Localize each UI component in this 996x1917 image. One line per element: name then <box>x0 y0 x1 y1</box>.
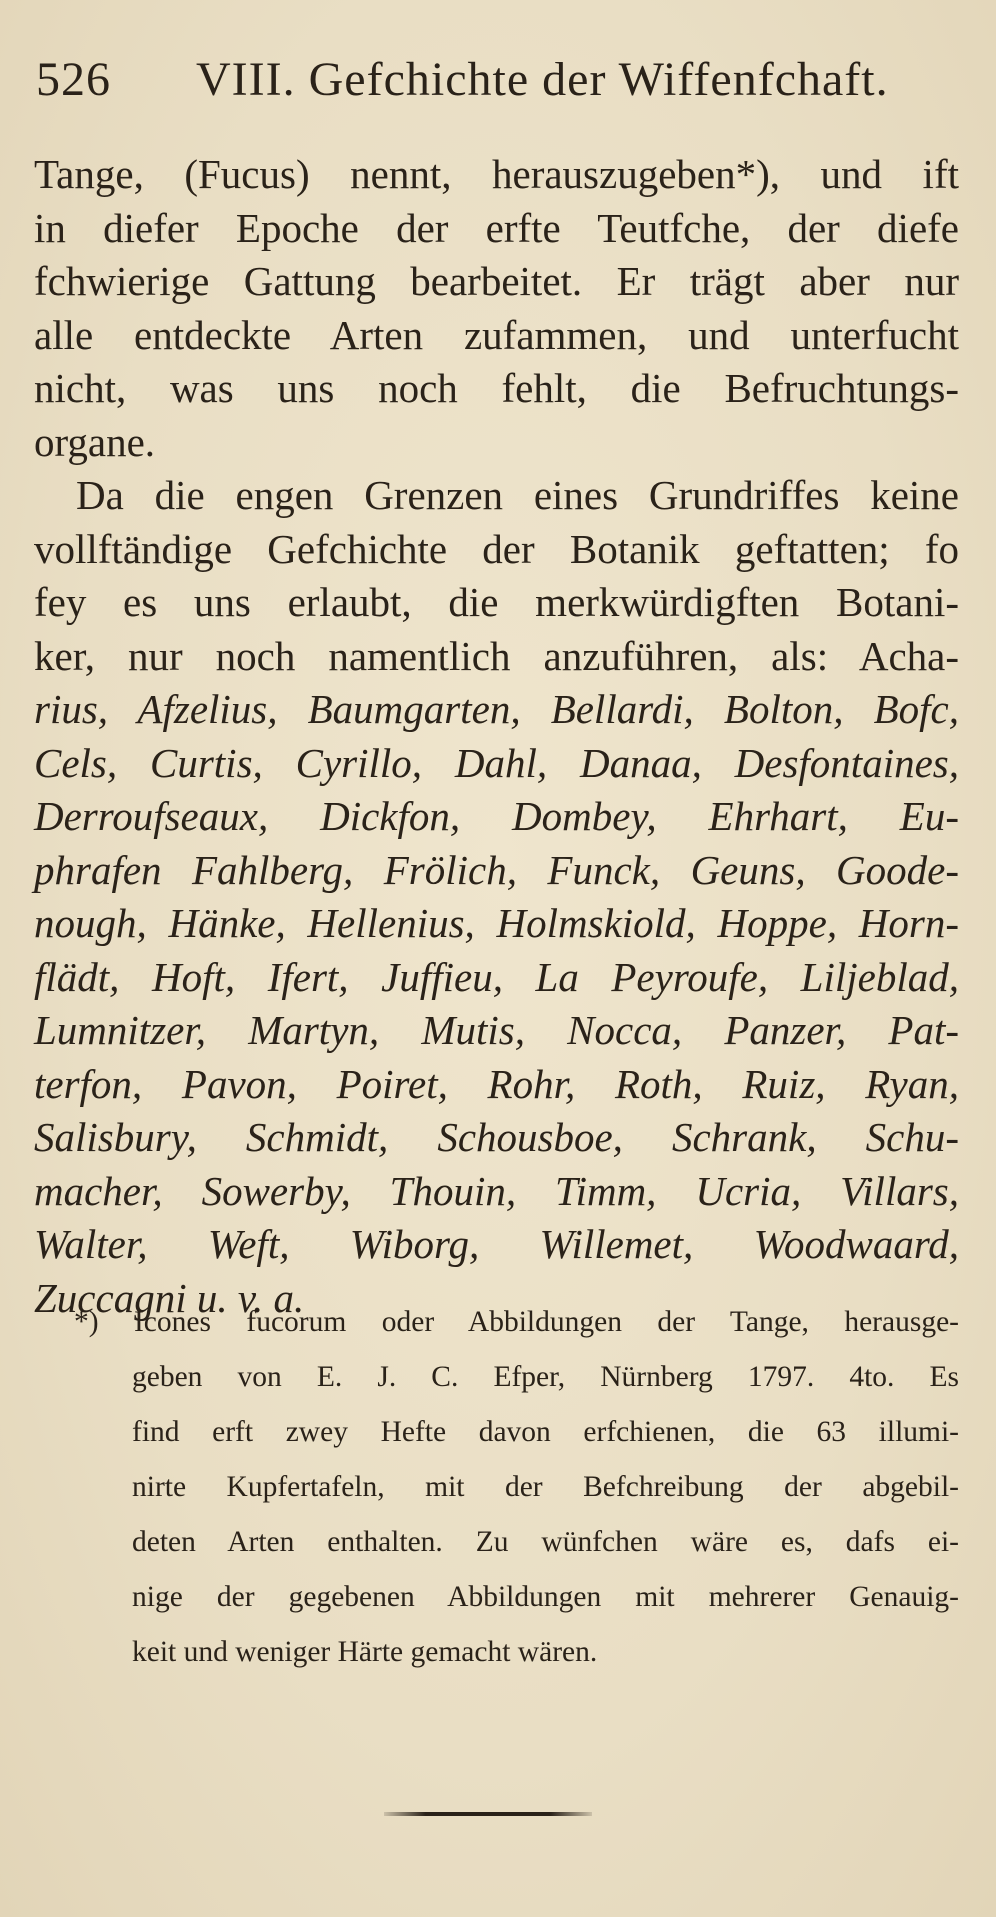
names-line: Derroufseaux, Dickfon, Dombey, Ehrhart, Eu- <box>34 793 959 839</box>
text-line: alle entdeckte Arten zufammen, und unterfucht <box>34 311 959 358</box>
main-text <box>34 148 959 1325</box>
names-line: Cels, Curtis, Cyrillo, Dahl, Danaa, Desfontaines, <box>34 739 959 786</box>
names-line: flädt, Hoft, Ifert, Juffieu, La Peyroufe, Liljeblad, <box>34 953 959 1000</box>
running-header <box>36 52 936 122</box>
names-line: Walter, Weft, Wiborg, Willemet, Woodwaard, <box>34 1221 959 1267</box>
text-line: fchwierige Gattung bearbeitet. Er trägt aber nur <box>34 258 959 304</box>
footnote-line: nirte Kupfertafeln, mit der Befchreibung der abgebil- <box>132 1471 959 1503</box>
names-line: terfon, Pavon, Poiret, Rohr, Roth, Ruiz, Ryan, <box>34 1060 959 1107</box>
names-line: rius, Afzelius, Baumgarten, Bellardi, Bolton, Bofc, <box>34 686 959 732</box>
footnote-line: nige der gegebenen Abbildungen mit mehrerer Genauig- <box>132 1581 959 1613</box>
footnote-line: find erft zwey Hefte davon erfchienen, die 63 illumi- <box>132 1416 959 1448</box>
footnote-line: keit und weniger Härte gemacht wären. <box>132 1636 598 1668</box>
text-line: fey es uns erlaubt, die merkwürdigften Botani- <box>34 579 959 625</box>
text-line: vollftändige Gefchichte der Botanik geftatten; fo <box>34 525 959 572</box>
paragraph-1 <box>34 148 959 469</box>
names-line: Zuccagni u. v. a. <box>34 1274 305 1321</box>
names-line: Salisbury, Schmidt, Schousboe, Schrank, Schu- <box>34 1114 959 1160</box>
text-line: Tange, (Fucus) nennt, herauszugeben*), und ift <box>34 151 959 197</box>
running-title: VIII. Gefchichte der Wiffenfchaft. <box>196 53 889 106</box>
paragraph-2 <box>34 469 959 683</box>
text-line: nicht, was uns noch fehlt, die Befruchtungs- <box>34 365 959 411</box>
footnote-line: deten Arten enthalten. Zu wünfchen wäre es, dafs ei- <box>132 1526 959 1558</box>
page-number: 526 <box>36 53 111 106</box>
end-rule <box>384 1812 592 1816</box>
names-line: macher, Sowerby, Thouin, Timm, Ucria, Villars, <box>34 1167 959 1214</box>
text-line: Da die engen Grenzen eines Grundriffes keine <box>76 472 959 518</box>
footnote-line: geben von E. J. C. Efper, Nürnberg 1797. 4to. Es <box>132 1361 959 1393</box>
text-line: organe. <box>34 418 156 465</box>
footnote-line: *) Icones fucorum oder Abbildungen der Tange, herausge- <box>74 1306 959 1338</box>
footnote <box>74 1295 959 1680</box>
names-line: nough, Hänke, Hellenius, Holmskiold, Hoppe, Horn- <box>34 900 959 946</box>
text-line: ker, nur noch namentlich anzuführen, als: Acha- <box>34 632 959 679</box>
botanist-names-list <box>34 683 959 1325</box>
text-line: in diefer Epoche der erfte Teutfche, der diefe <box>34 204 959 251</box>
names-line: Lumnitzer, Martyn, Mutis, Nocca, Panzer, Pat- <box>34 1007 959 1053</box>
names-line: phrafen Fahlberg, Frölich, Funck, Geuns, Goode- <box>34 846 959 893</box>
